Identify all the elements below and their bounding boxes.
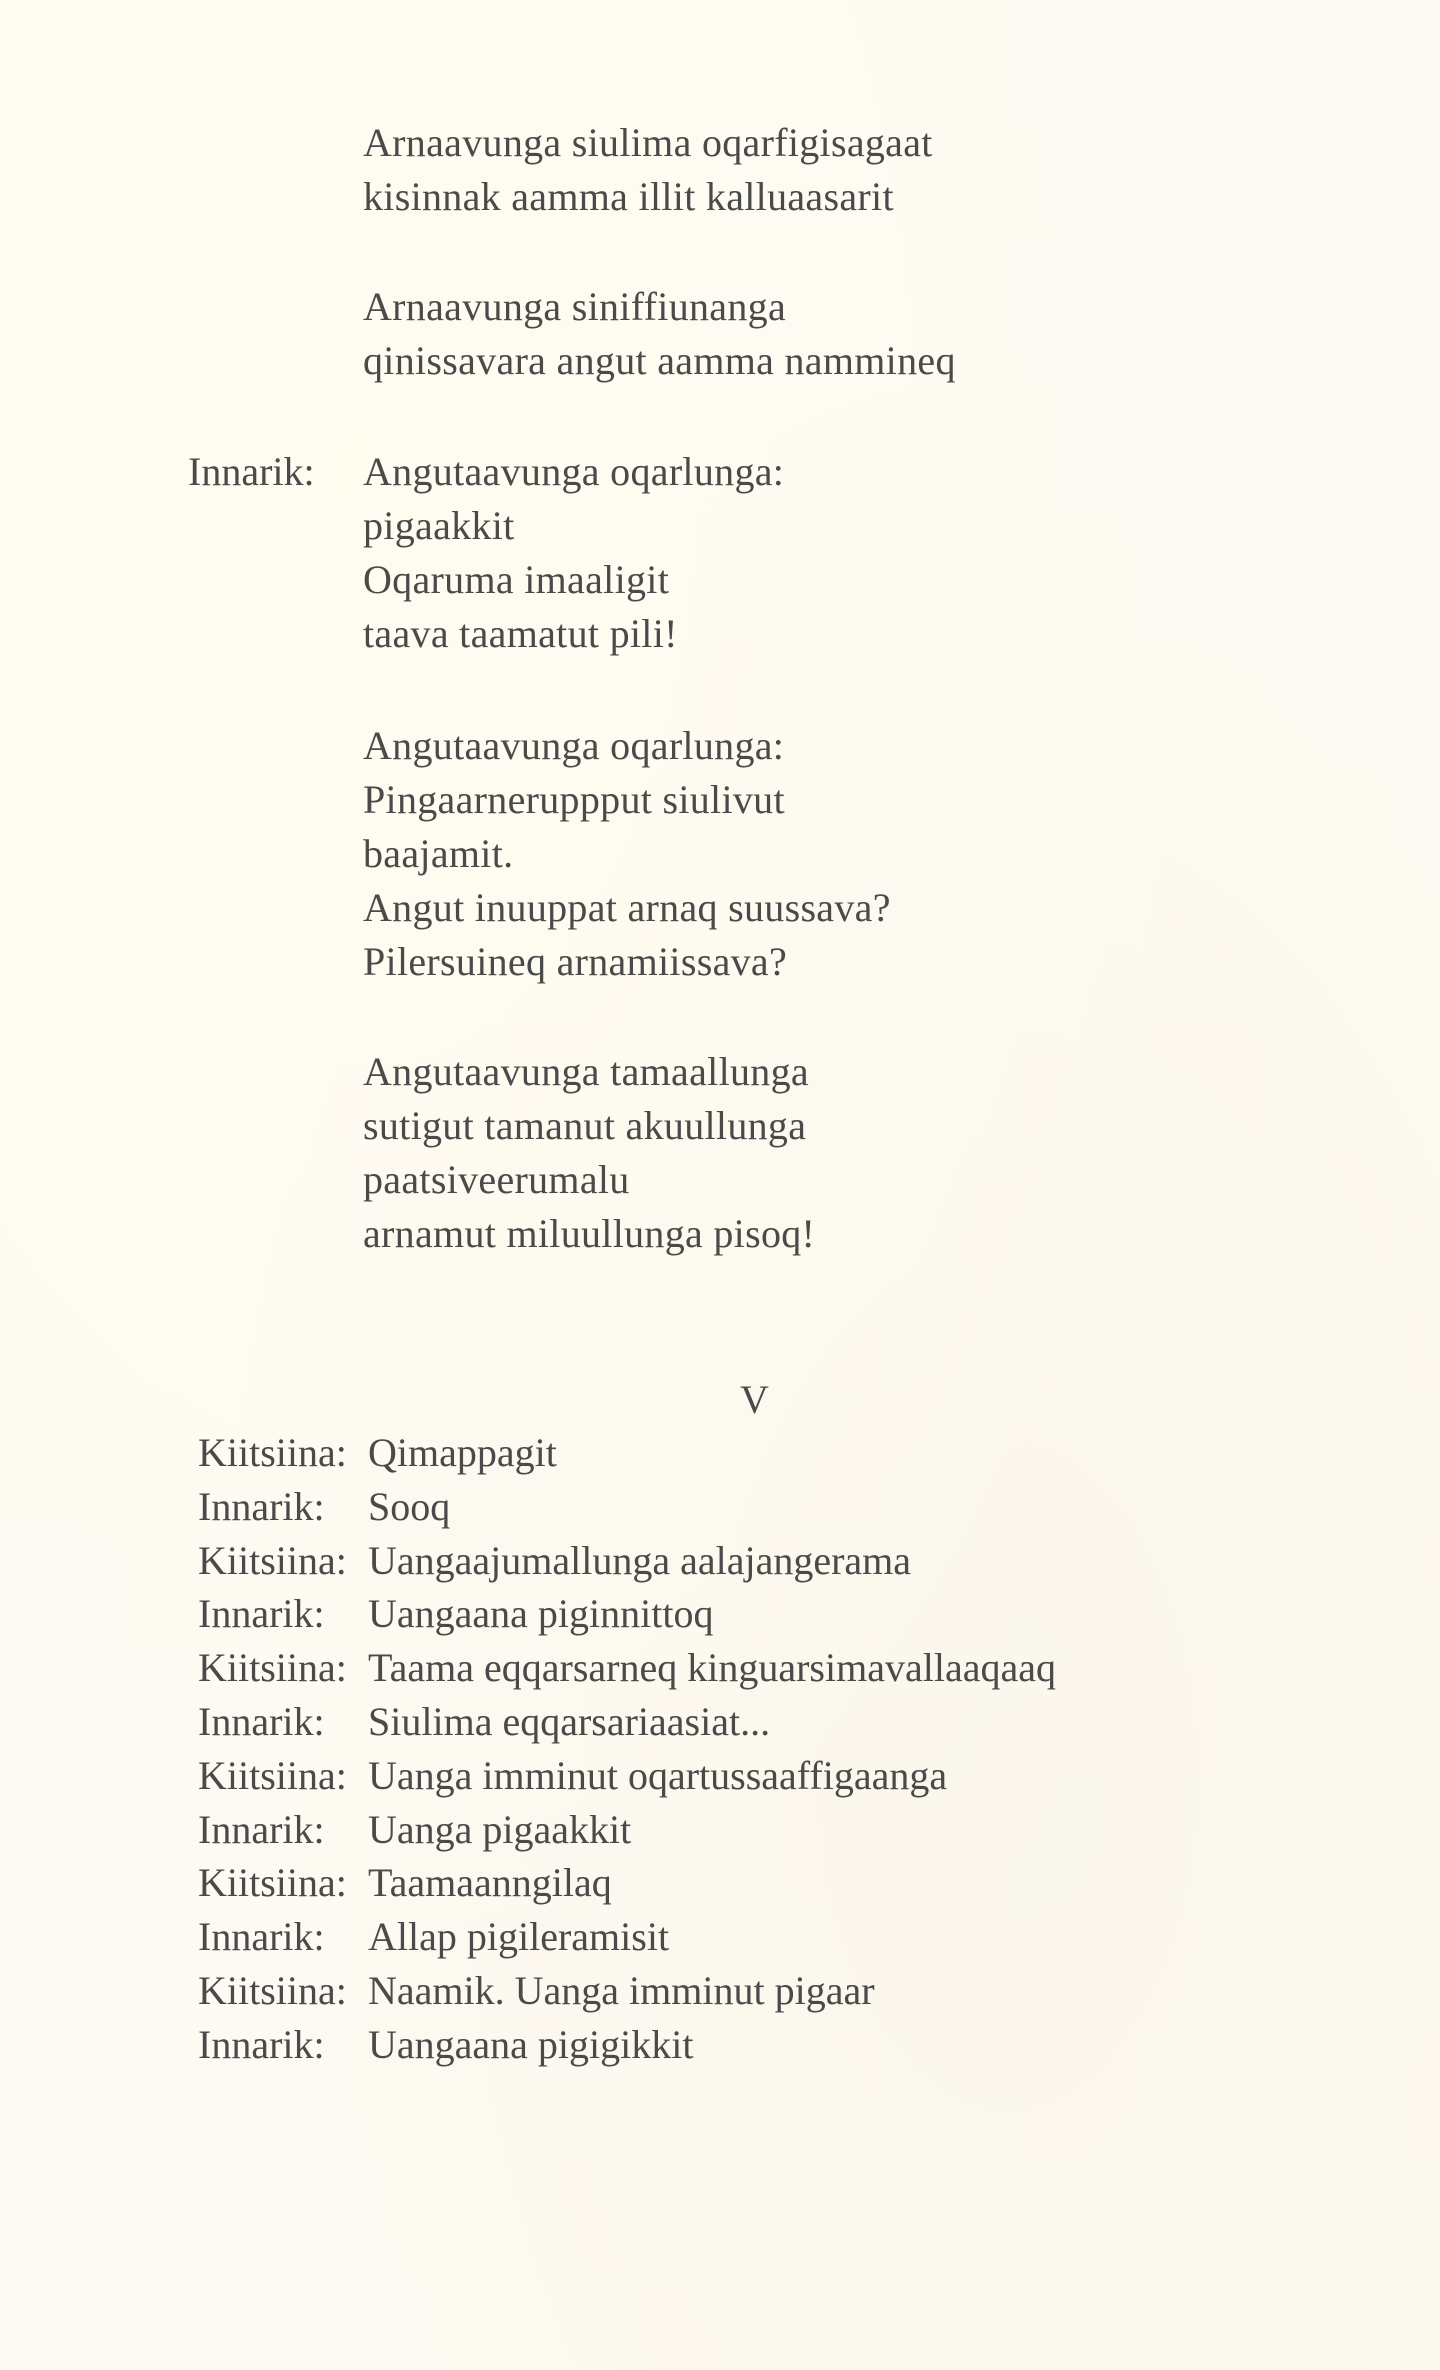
speaker-label-innarik: Innarik: — [188, 449, 315, 494]
verse-line: taava taamatut pili! — [363, 611, 678, 656]
stanza-2 — [363, 280, 956, 388]
verse-line: sutigut tamanut akuullunga — [363, 1103, 807, 1148]
dialogue-speaker: Kiitsiina: — [198, 1430, 347, 1475]
verse-line: Angutaavunga oqarlunga: — [363, 449, 785, 494]
dialogue-speaker: Kiitsiina: — [198, 1860, 347, 1906]
verse-line: Angut inuuppat arnaq suussava? — [363, 885, 891, 930]
dialogue-text: Qimappagit — [368, 1430, 557, 1475]
dialogue-speaker: Innarik: — [198, 1483, 325, 1529]
dialogue-text: Taama eqqarsarneq kinguarsimavallaaqaaq — [368, 1645, 1056, 1691]
dialogue-row — [198, 1964, 1056, 2018]
dialogue-row — [198, 2018, 1056, 2072]
dialogue-speaker: Innarik: — [198, 1591, 325, 1637]
dialogue-speaker: Kiitsiina: — [198, 1752, 347, 1798]
dialogue-speaker: Innarik: — [198, 1914, 325, 1960]
verse-line: Oqaruma imaaligit — [363, 557, 670, 602]
dialogue-text: Uanga imminut oqartussaaffigaanga — [368, 1752, 948, 1798]
verse-line: Angutaavunga tamaallunga — [363, 1049, 809, 1094]
verse-line: pigaakkit — [363, 503, 515, 548]
dialogue-row — [198, 1803, 1056, 1857]
stanza-3 — [363, 445, 784, 661]
dialogue-row — [198, 1910, 1056, 1964]
dialogue-text: Allap pigileramisit — [368, 1914, 670, 1960]
verse-line: Arnaavunga siulima oqarfigisagaat — [363, 120, 933, 165]
verse-line: arnamut miluullunga pisoq! — [363, 1211, 816, 1256]
dialogue-speaker: Innarik: — [198, 1698, 325, 1744]
dialogue-row — [198, 1641, 1056, 1695]
dialogue-speaker: Kiitsiina: — [198, 1537, 347, 1583]
dialogue-text: Uangaana pigigikkit — [368, 2021, 694, 2067]
dialogue-text: Taamaanngilaq — [368, 1860, 612, 1906]
verse-line: Angutaavunga oqarlunga: — [363, 723, 785, 768]
stanza-5 — [363, 1045, 815, 1261]
stanza-4 — [363, 719, 891, 989]
dialogue-speaker: Innarik: — [198, 1806, 325, 1852]
dialogue-text: Uanga pigaakkit — [368, 1806, 632, 1852]
dialogue-row — [198, 1587, 1056, 1641]
verse-line: Pingaarneruppput siulivut — [363, 777, 785, 822]
dialogue — [198, 1426, 1056, 2072]
section-number: V — [740, 1377, 769, 1422]
dialogue-row — [198, 1426, 1056, 1480]
dialogue-row — [198, 1749, 1056, 1803]
dialogue-speaker: Innarik: — [198, 2021, 325, 2067]
verse-line: Pilersuineq arnamiissava? — [363, 939, 788, 984]
verse-line: qinissavara angut aamma nammineq — [363, 338, 956, 383]
verse-line: baajamit. — [363, 831, 514, 876]
dialogue-text: Uangaajumallunga aalajangerama — [368, 1537, 912, 1583]
dialogue-row — [198, 1856, 1056, 1910]
dialogue-row — [198, 1695, 1056, 1749]
verse-line: paatsiveerumalu — [363, 1157, 630, 1202]
dialogue-row — [198, 1534, 1056, 1588]
stanza-1 — [363, 116, 933, 224]
dialogue-text: Sooq — [368, 1483, 451, 1529]
dialogue-text: Naamik. Uanga imminut pigaar — [368, 1967, 875, 2013]
verse-line: Arnaavunga siniffiunanga — [363, 284, 787, 329]
dialogue-speaker: Kiitsiina: — [198, 1967, 347, 2013]
dialogue-speaker: Kiitsiina: — [198, 1645, 347, 1691]
verse-line: kisinnak aamma illit kalluaasarit — [363, 174, 894, 219]
dialogue-row — [198, 1480, 1056, 1534]
dialogue-text: Uangaana piginnittoq — [368, 1591, 714, 1637]
dialogue-text: Siulima eqqarsariaasiat... — [368, 1698, 771, 1744]
